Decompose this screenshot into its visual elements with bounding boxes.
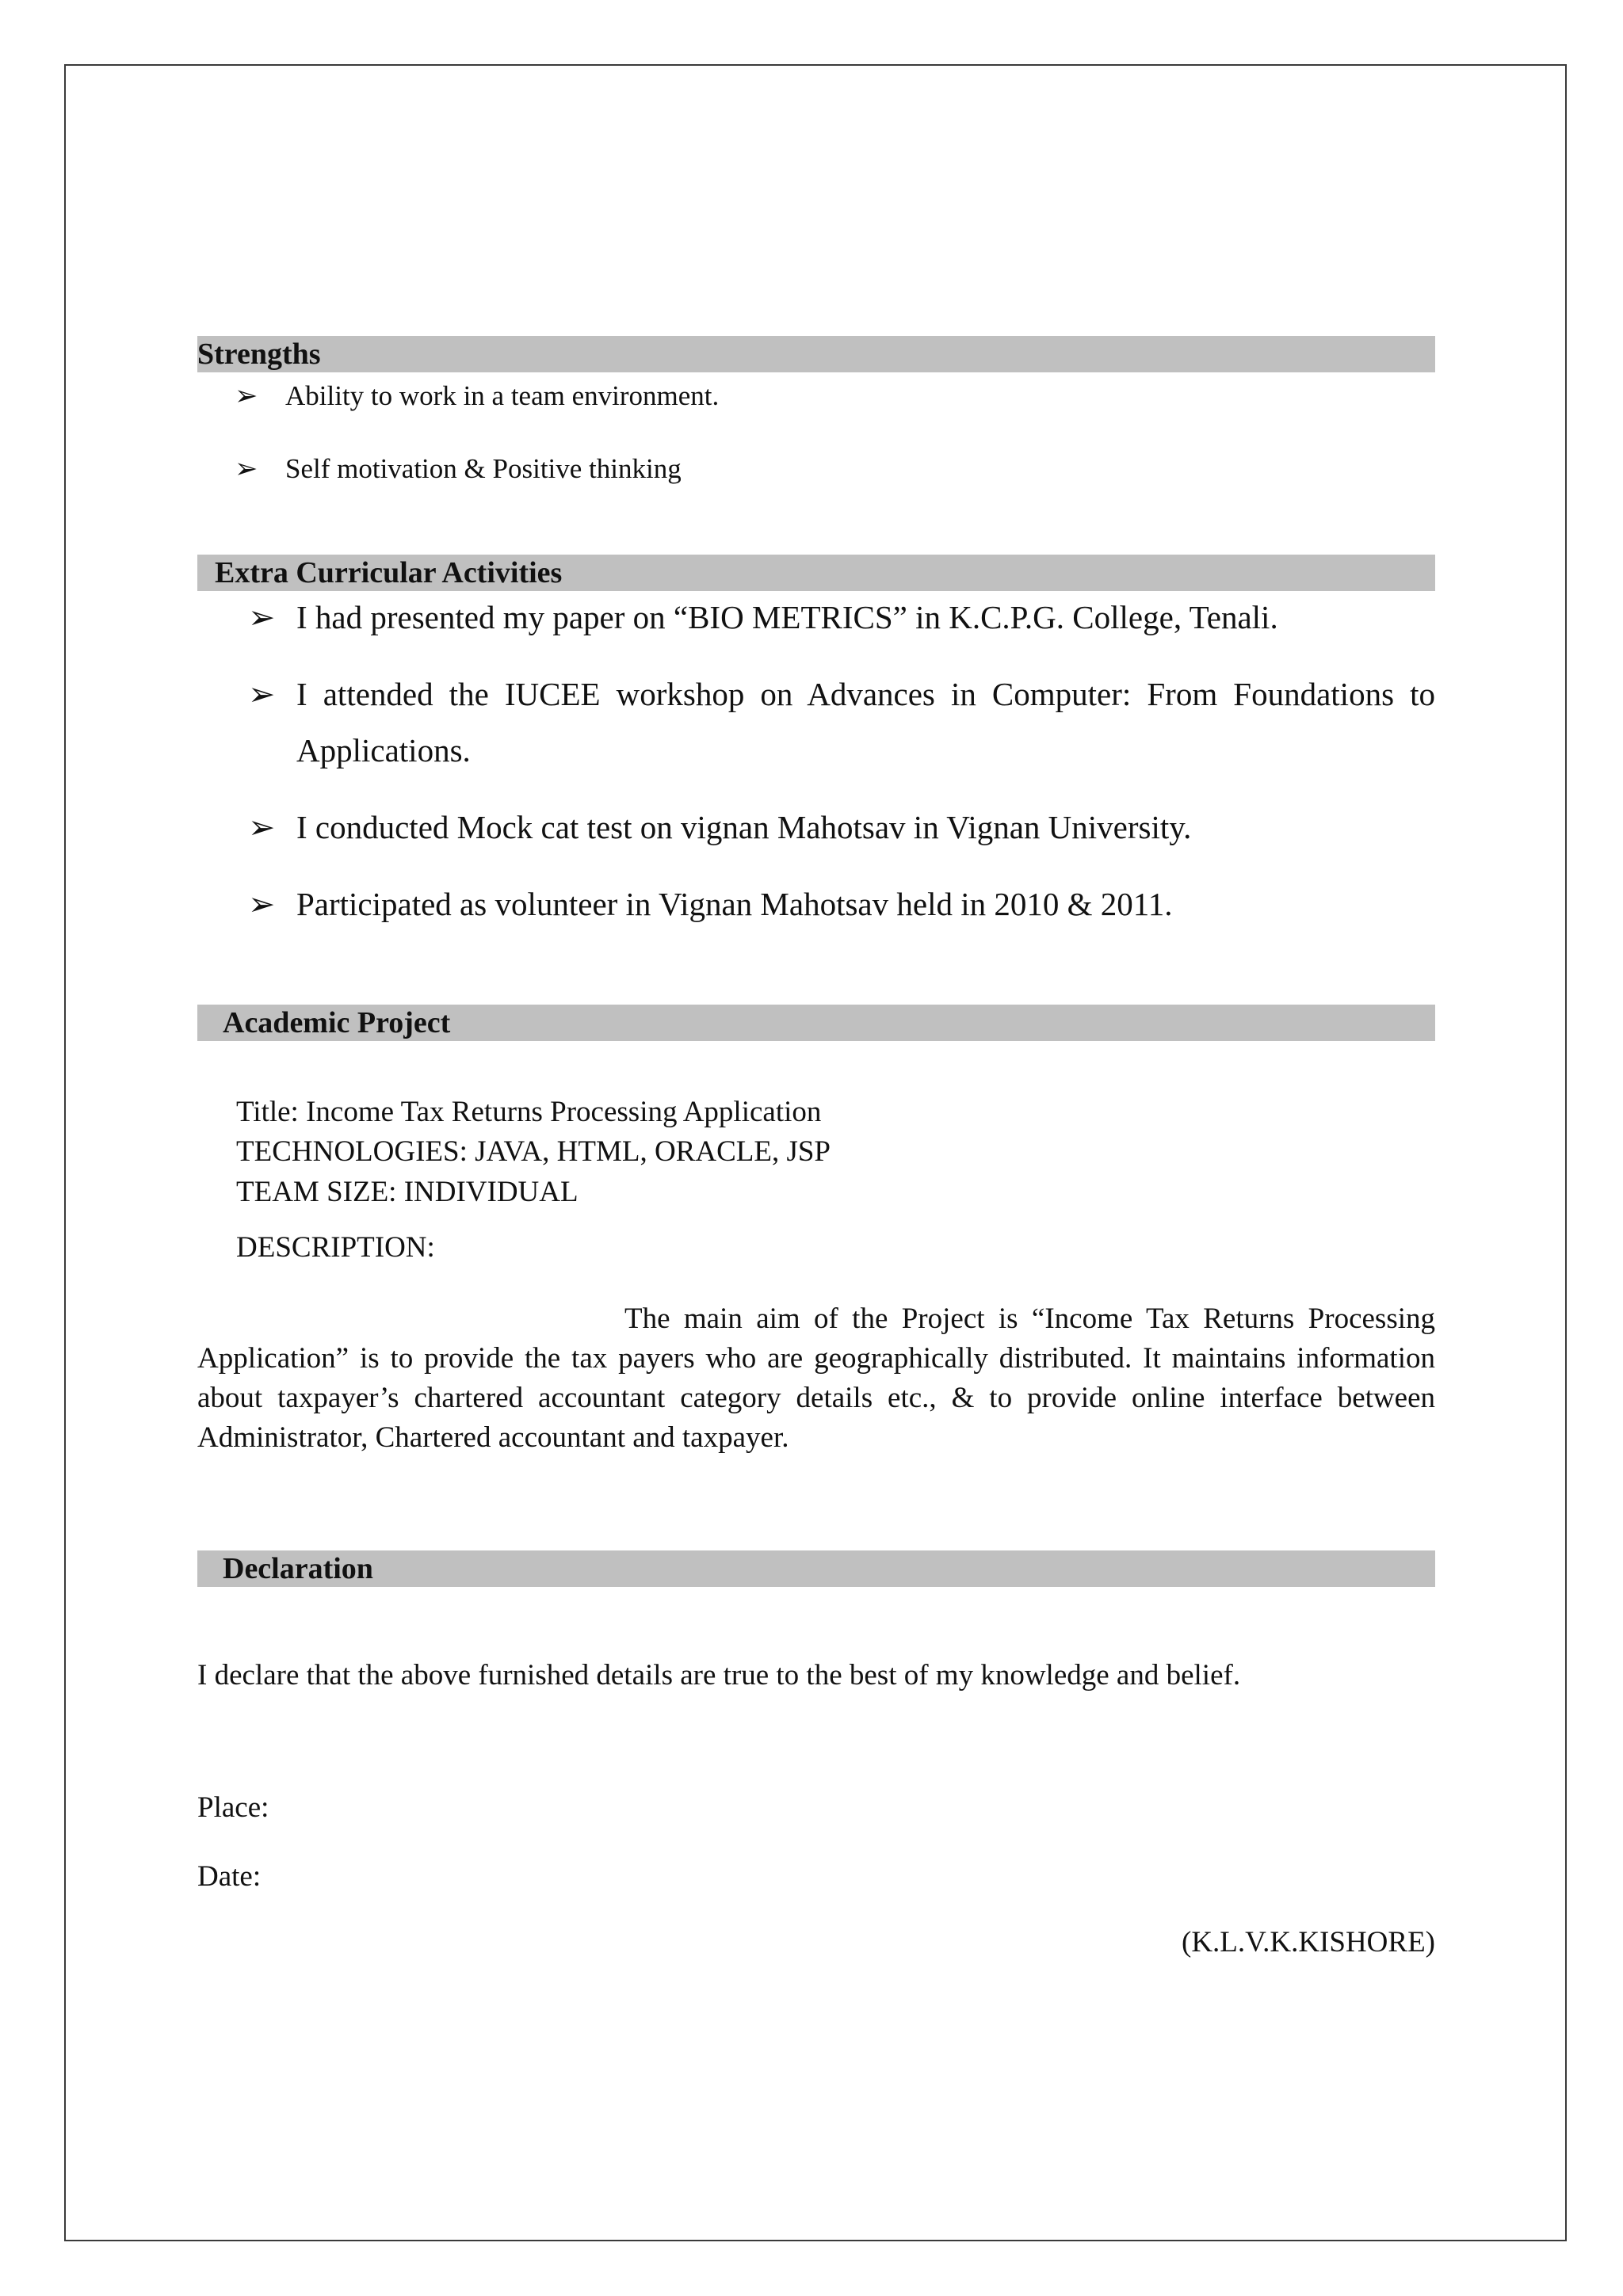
signature-name: (K.L.V.K.KISHORE) [1182, 1926, 1435, 1958]
place-label: Place: [197, 1791, 269, 1824]
extra-curricular-heading [197, 555, 1435, 591]
activity-item-text: I attended the IUCEE workshop on Advances in Computer: From Foundations to [296, 676, 1435, 712]
activity-item-text: I conducted Mock cat test on vignan Mahotsav in Vignan University. [296, 809, 1192, 845]
strengths-heading-text: Strengths [197, 338, 321, 371]
declaration-heading [197, 1550, 1435, 1587]
arrow-bullet-icon: ➢ [248, 676, 276, 712]
arrow-bullet-icon: ➢ [235, 380, 258, 411]
arrow-bullet-icon: ➢ [235, 453, 258, 484]
project-description-label: DESCRIPTION: [236, 1231, 435, 1264]
arrow-bullet-icon: ➢ [248, 886, 276, 922]
project-technologies: TECHNOLOGIES: JAVA, HTML, ORACLE, JSP [236, 1135, 831, 1168]
project-team-size: TEAM SIZE: INDIVIDUAL [236, 1176, 579, 1208]
date-label: Date: [197, 1860, 262, 1893]
activity-item-text: I had presented my paper on “BIO METRICS” in K.C.P.G. College, Tenali. [296, 599, 1278, 635]
project-description-line: Administrator, Chartered accountant and taxpayer. [197, 1421, 789, 1454]
project-description-line: about taxpayer’s chartered accountant category details etc., & to provide online interface between [197, 1382, 1435, 1414]
academic-project-heading-text: Academic Project [223, 1006, 451, 1039]
arrow-bullet-icon: ➢ [248, 599, 276, 635]
academic-project-heading [197, 1005, 1435, 1041]
activity-item-continuation [296, 730, 471, 771]
arrow-bullet-icon: ➢ [248, 809, 276, 845]
activity-item-text: Applications. [296, 732, 471, 769]
project-title: Title: Income Tax Returns Processing Application [236, 1096, 822, 1128]
activity-item-text: Participated as volunteer in Vignan Mahotsav held in 2010 & 2011. [296, 886, 1173, 922]
declaration-heading-text: Declaration [223, 1552, 373, 1585]
strengths-heading [197, 336, 1435, 372]
strengths-item-text: Ability to work in a team environment. [285, 380, 720, 411]
project-description-line: Application” is to provide the tax payers who are geographically distributed. It maintains information [197, 1342, 1435, 1375]
project-description-line: The main aim of the Project is “Income Tax Returns Processing [624, 1302, 1435, 1335]
extra-curricular-heading-text: Extra Curricular Activities [215, 556, 563, 589]
declaration-statement: I declare that the above furnished details are true to the best of my knowledge and belief. [197, 1659, 1241, 1691]
strengths-item-text: Self motivation & Positive thinking [285, 453, 682, 484]
